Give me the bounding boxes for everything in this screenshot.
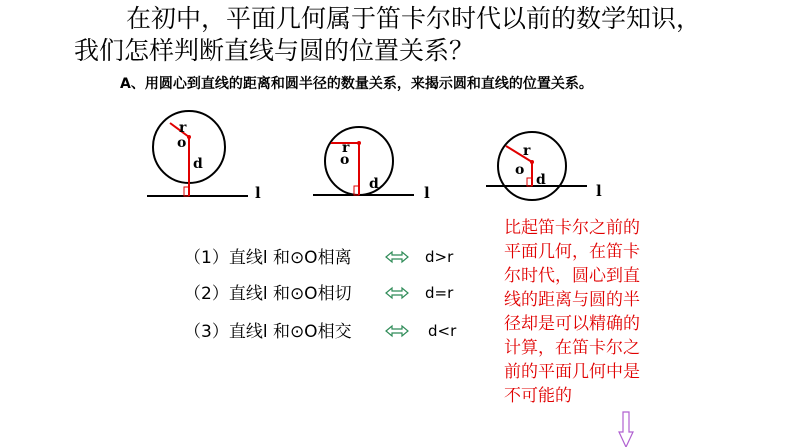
label-l: l (255, 184, 261, 202)
condition-separate: d>r (425, 248, 454, 266)
double-arrow-icon (386, 326, 408, 336)
condition-intersect: d<r (428, 322, 457, 340)
relation-intersect: （3）直线l 和⊙O相交 (184, 322, 352, 342)
center-point (530, 160, 534, 164)
center-point (187, 135, 191, 139)
relation-separate: （1）直线l 和⊙O相离 (184, 248, 352, 268)
label-r: r (523, 143, 531, 159)
down-arrow-icon (619, 412, 633, 447)
relation-tangent: （2）直线l 和⊙O相切 (184, 284, 352, 304)
label-l: l (596, 182, 602, 200)
label-d: d (536, 172, 546, 188)
label-o: o (515, 162, 525, 178)
label-l: l (424, 184, 430, 202)
figure-intersect (486, 132, 602, 200)
center-point (357, 141, 361, 145)
label-o: o (177, 135, 187, 151)
heading-line-2: 我们怎样判断直线与圆的位置关系？ (74, 36, 475, 65)
condition-tangent: d=r (425, 284, 454, 302)
label-d: d (193, 156, 203, 172)
subheading: A、用圆心到直线的距离和圆半径的数量关系，来揭示圆和直线的位置关系。 (120, 76, 593, 92)
figure-separate (147, 111, 261, 202)
label-r: r (179, 120, 187, 136)
double-arrow-icon (386, 252, 408, 262)
side-note: 比起笛卡尔之前的平面几何，在笛卡尔时代，圆心到直线的距离与圆的半径却是可以精确的计算，在笛卡尔之前的平面几何中是不可能的 (504, 218, 640, 406)
label-r: r (342, 140, 350, 156)
label-o: o (340, 152, 350, 168)
heading-line-1: 在初中，平面几何属于笛卡尔时代以前的数学知识， (126, 4, 702, 33)
double-arrow-icon (386, 288, 408, 298)
label-d: d (369, 176, 379, 192)
figure-tangent (313, 127, 430, 202)
